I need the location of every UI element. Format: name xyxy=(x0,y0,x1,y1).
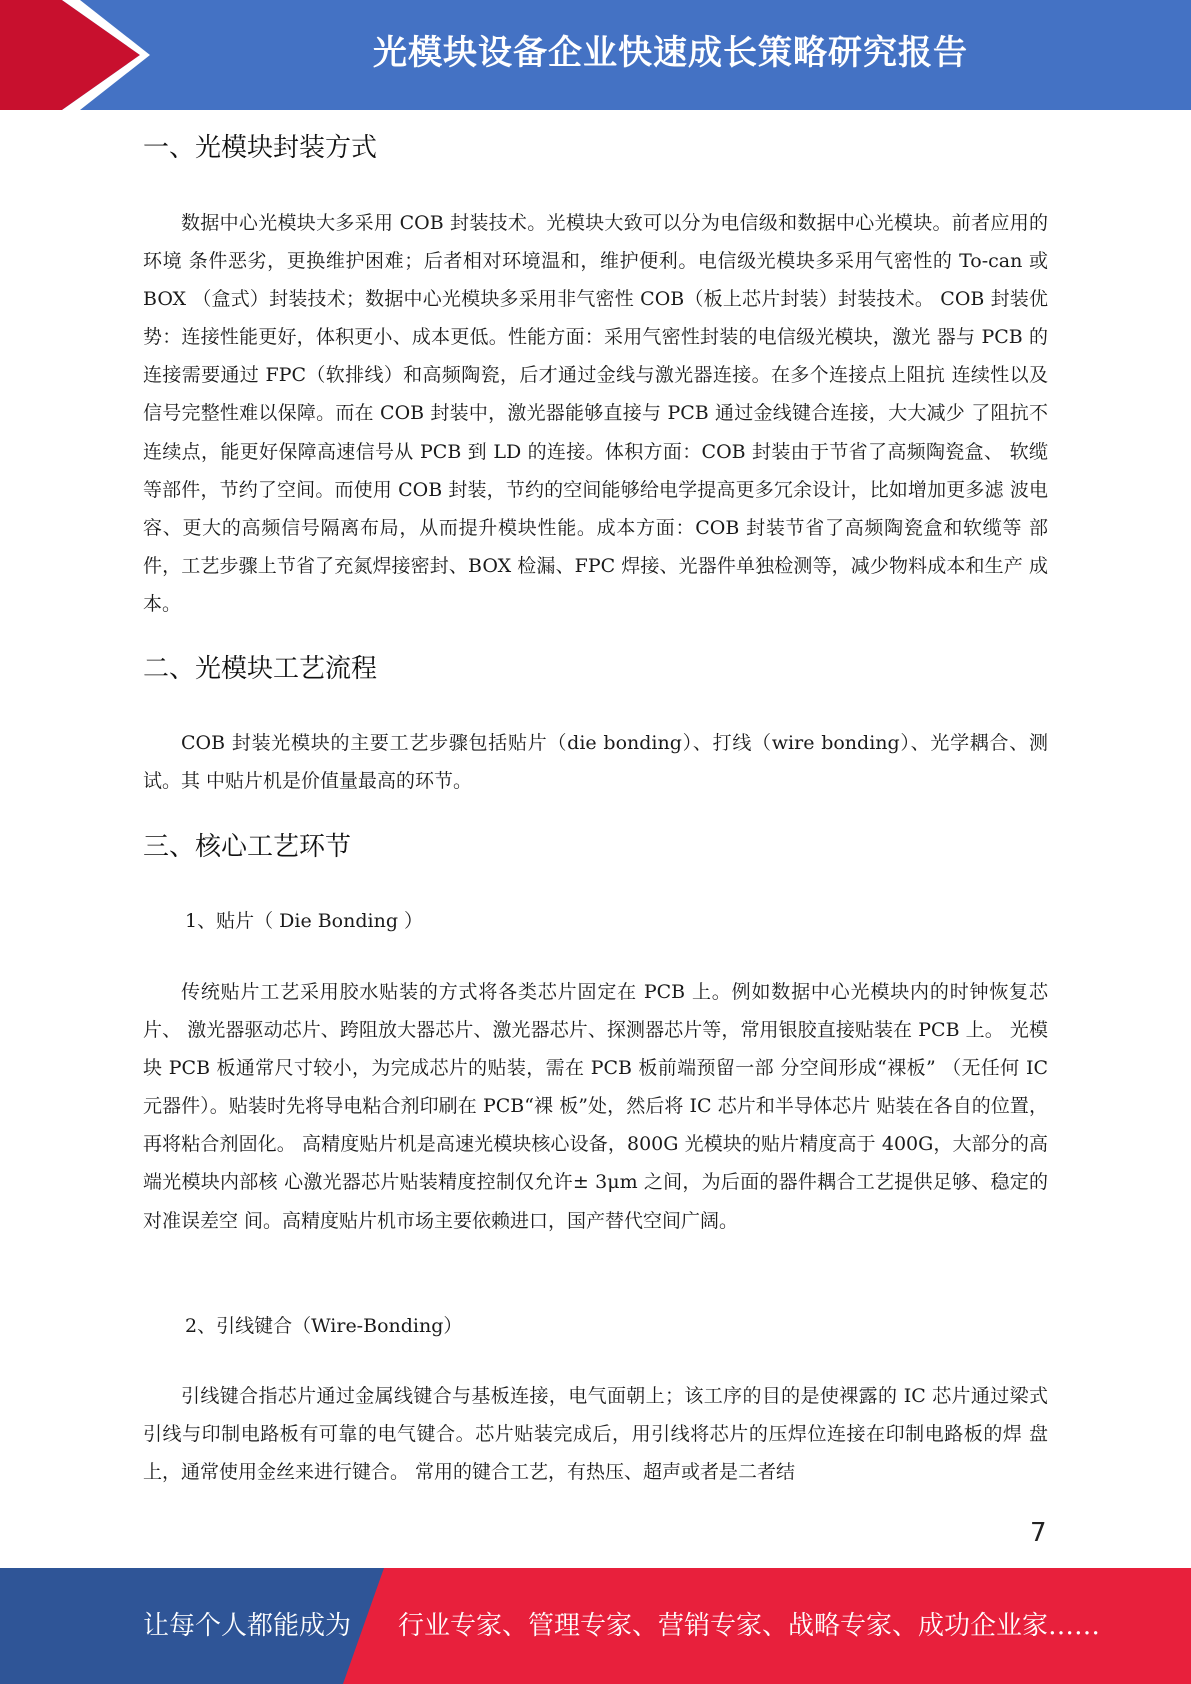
report-title: 光模块设备企业快速成长策略研究报告 xyxy=(373,33,968,73)
page-footer xyxy=(0,1568,1191,1684)
footer-slogan-right: 行业专家、管理专家、营销专家、战略专家、成功企业家…… xyxy=(398,1611,1101,1641)
subsection-2-paragraph: 引线键合指芯片通过金属线键合与基板连接，电气面朝上；该工序的目的是使裸露的 IC 芯片通过梁式 引线与印制电路板有可靠的电气键合。芯片贴装完成后，用引线将芯片的压焊位连接在印制电路板的焊 盘上，通常使用金丝来进行键合。 常用的键合工艺，有热压、超声或者是二者结 xyxy=(143,1385,1048,1484)
section-2-paragraph: COB 封装光模块的主要工艺步骤包括贴片（die bonding）、打线（wire bonding）、光学耦合、测试。其 中贴片机是价值量最高的环节。 xyxy=(143,732,1048,793)
header-chevron-decoration xyxy=(0,0,160,110)
section-heading-2: 二、光模块工艺流程 xyxy=(143,654,378,684)
subsection-title-1: 1、贴片（ Die Bonding ） xyxy=(185,910,424,932)
section-heading-3: 三、核心工艺环节 xyxy=(143,832,352,862)
subsection-title-2: 2、引线键合（Wire-Bonding） xyxy=(185,1315,463,1337)
section-heading-1: 一、光模块封装方式 xyxy=(143,133,378,163)
page-header xyxy=(0,0,1191,110)
page-number: 7 xyxy=(1030,1518,1047,1548)
footer-slogan-left: 让每个人都能成为 xyxy=(143,1611,352,1641)
subsection-1-paragraph: 传统贴片工艺采用胶水贴装的方式将各类芯片固定在 PCB 上。例如数据中心光模块内的时钟恢复芯片、 激光器驱动芯片、跨阻放大器芯片、激光器芯片、探测器芯片等，常用银胶直接贴装在 PCB 上。 光模块 PCB 板通常尺寸较小，为完成芯片的贴装，需在 PCB 板前端预留一部 分空间形成“裸板” （无任何 IC 元器件）。贴装时先将导电粘合剂印刷在 PCB“裸 板”处，然后将 IC 芯片和半导体芯片 贴装在各自的位置，再将粘合剂固化。 高精度贴片机是高速光模块核心设备，800G 光模块的贴片精度高于 400G，大部分的高端光模块内部核 心激光器芯片贴装精度控制仅允许± 3μm 之间，为后面的器件耦合工艺提供足够、稳定的对准误差空 间。高精度贴片机市场主要依赖进口，国产替代空间广阔。 xyxy=(143,981,1048,1232)
section-1-paragraph: 数据中心光模块大多采用 COB 封装技术。光模块大致可以分为电信级和数据中心光模块。前者应用的环境 条件恶劣，更换维护困难；后者相对环境温和，维护便利。电信级光模块多采用气密性的 To-can 或 BOX （盒式）封装技术；数据中心光模块多采用非气密性 COB（板上芯片封装）封装技术。 COB 封装优势：连接性能更好，体积更小、成本更低。性能方面：采用气密性封装的电信级光模块，激光 器与 PCB 的连接需要通过 FPC（软排线）和高频陶瓷，后才通过金线与激光器连接。在多个连接点上阻抗 连续性以及信号完整性难以保障。而在 COB 封装中，激光器能够直接与 PCB 通过金线键合连接，大大减少 了阻抗不连续点，能更好保障高速信号从 PCB 到 LD 的连接。体积方面：COB 封装由于节省了高频陶瓷盒、 软缆等部件，节约了空间。而使用 COB 封装，节约的空间能够给电学提高更多冗余设计，比如增加更多滤 波电容、更大的高频信号隔离布局，从而提升模块性能。成本方面：COB 封装节省了高频陶瓷盒和软缆等 部件，工艺步骤上节省了充氮焊接密封、BOX 检漏、FPC 焊接、光器件单独检测等，减少物料成本和生产 成本。 xyxy=(143,212,1048,615)
